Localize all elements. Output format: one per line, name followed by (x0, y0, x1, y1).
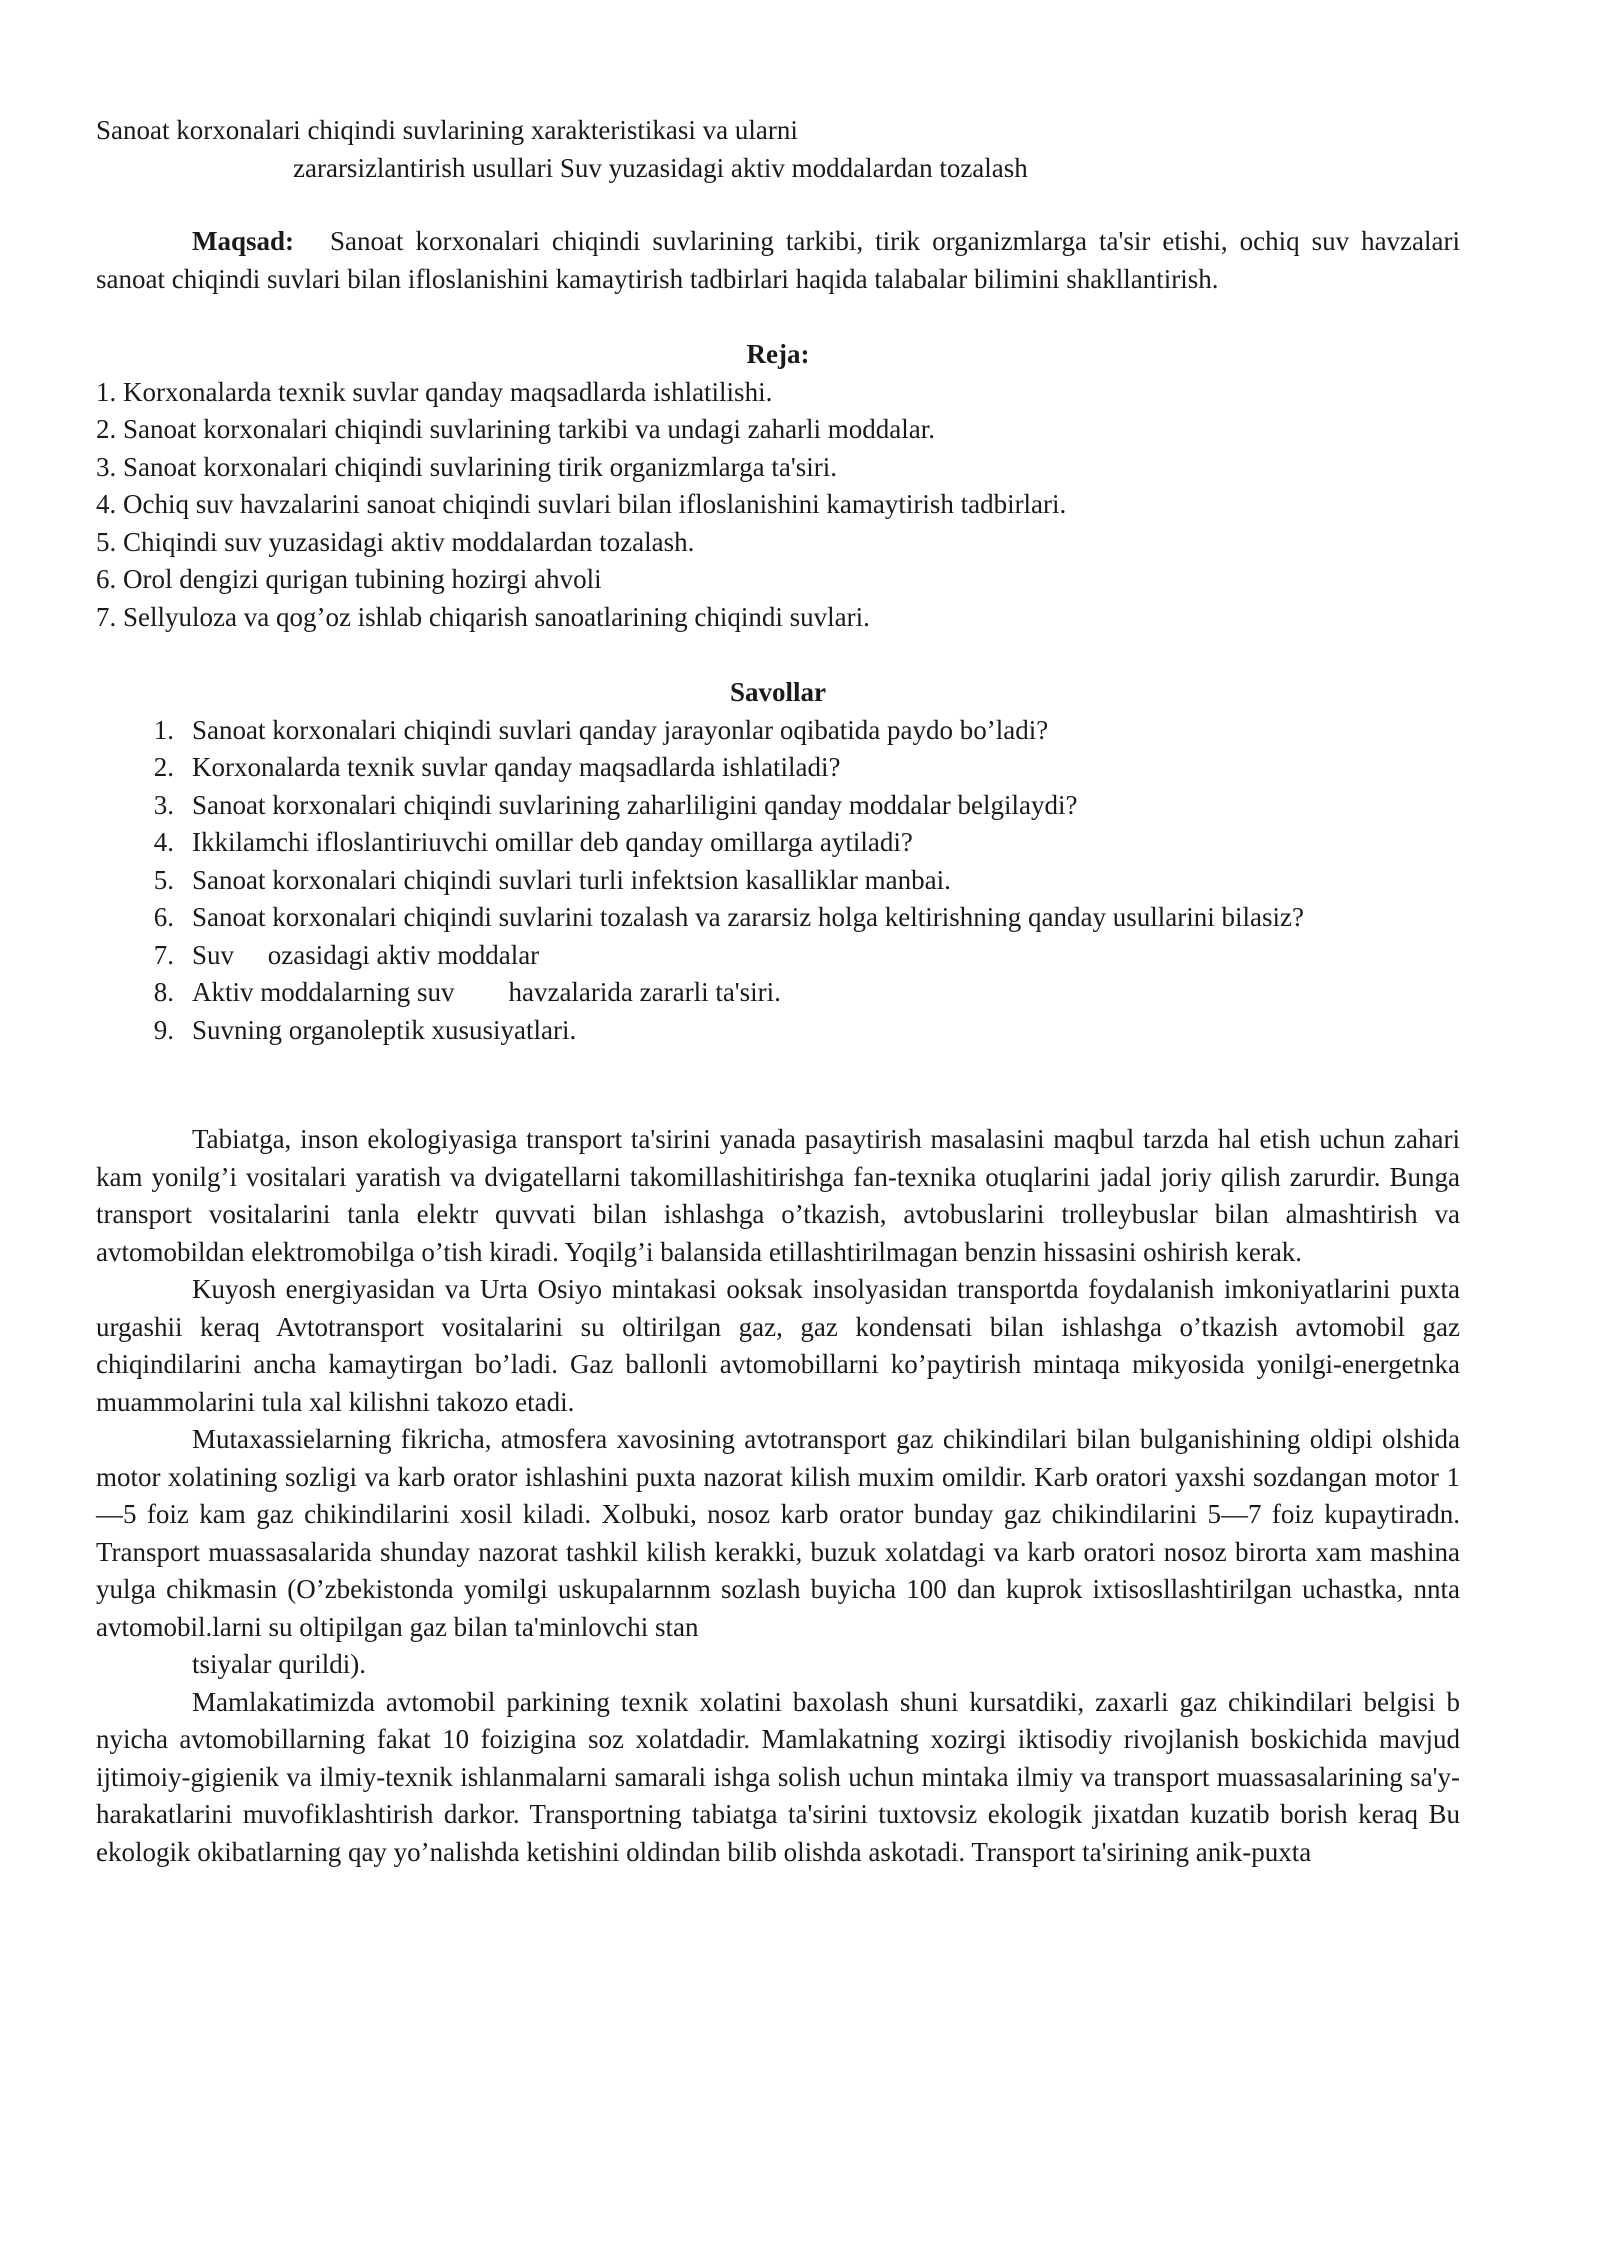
question-number: 2. (153, 752, 174, 782)
question-text: Suvning organoleptik xususiyatlari. (192, 1014, 577, 1045)
plan-item: 2. Sanoat korxonalari chiqindi suvlarining tarkibi va undagi zaharli moddalar. (96, 414, 936, 444)
plan-item: 3. Sanoat korxonalari chiqindi suvlarining tirik organizmlarga ta'siri. (96, 451, 837, 482)
question-number: 7. (153, 939, 174, 970)
question-text: Ikkilamchi ifloslantiriuvchi omillar deb qanday omillarga aytiladi? (192, 827, 913, 857)
plan-item: 1. Korxonalarda texnik suvlar qanday maqsadlarda ishlatilishi. (96, 376, 773, 407)
section-spacer (96, 1049, 1460, 1121)
plan-heading: Reja: (746, 339, 810, 369)
question-item (96, 712, 1460, 750)
question-text: Aktiv moddalarning suv havzalarida zararli ta'siri. (192, 977, 781, 1007)
question-number: 3. (153, 789, 174, 820)
questions-heading: Savollar (729, 677, 826, 707)
question-number: 5. (153, 864, 174, 895)
question-number: 9. (153, 1014, 174, 1045)
plan-item: 6. Orol dengizi qurigan tubining hozirgi ahvoli (96, 564, 602, 594)
question-number: 8. (153, 977, 174, 1007)
question-item (96, 824, 1460, 862)
body-paragraph-4: Mamlakatimizda avtomobil parkining texnik xolatini baxolash shuni kursatdiki, zaxarli gaz chikindilari belgisi b nyicha avtomobillarning fakat 10 foizigina soz xolatdadir. Mamlakatning xozirgi iktisodiy rivojlanish boskichida mavjud ijtimoiy-gigienik va ilmiy-texnik ishlanmalarni samarali ishga solish uchun mintaka ilmiy va transport muassasalarining sa'y-harakatlarini muvofiklashtirish darkor. Transportning tabiatga ta'sirini tuxtovsiz ekologik jixatdan kuzatib borish keraq Bu ekologik okibatlarning qay yo’nalishda ketishini oldindan bilib olishda askotadi. Transport ta'sirining anik-puxta (96, 1686, 1460, 1867)
plan-list (96, 374, 1460, 637)
body-paragraph-3: Mutaxassielarning fikricha, atmosfera xavosining avtotransport gaz chikindilari bilan bulganishining oldipi olshida motor xolatining sozligi va karb orator ishlashini puxta nazorat kilish muxim omildir. Karb oratori yaxshi sozdangan motor 1—5 foiz kam gaz chikindilarini xosil kiladi. Xolbuki, nosoz karb orator bunday gaz chikindilarini 5—7 foiz kupaytiradn. Transport muassasalarida shunday nazorat tashkil kilish kerakki, buzuk xolatdagi va karb oratori nosoz birorta xam mashina yulga chikmasin (O’zbekistonda yomilgi uskupalarnnm sozlash buyicha 100 dan kuprok ixtisosllashtirilgan uchastka, nnta avtomobil.larni su oltipilgan gaz bilan ta'minlovchi stan (96, 1424, 1460, 1642)
question-text: Sanoat korxonalari chiqindi suvlarining zaharliligini qanday moddalar belgilaydi? (192, 789, 1078, 820)
body-paragraph-2: Kuyosh energiyasidan va Urta Osiyo mintakasi ooksak insolyasidan transportda foydalanish imkoniyatlarini puxta urgashii keraq Avtotransport vositalarini su oltirilgan gaz, gaz kondensati bilan ishlashga o’tkazish avtomobil gaz chiqindilarini ancha kamaytirgan bo’ladi. Gaz ballonli avtomobillarni ko’paytirish mintaqa mikyosida yonilgi-energetnka muammolarini tula xal kilishni takozo etadi. (96, 1274, 1460, 1417)
goal-paragraph (96, 223, 1460, 298)
plan-item: 7. Sellyuloza va qog’oz ishlab chiqarish sanoatlarining chiqindi suvlari. (96, 601, 870, 632)
question-number: 4. (153, 827, 174, 857)
question-number: 1. (153, 714, 174, 745)
document-page (96, 112, 1460, 1871)
question-item (96, 937, 1460, 975)
question-item (96, 862, 1460, 900)
question-item (96, 749, 1460, 787)
goal-label: Maqsad: (192, 226, 295, 256)
question-item (96, 974, 1460, 1012)
question-item (96, 1012, 1460, 1050)
question-text: Sanoat korxonalari chiqindi suvlari qanday jarayonlar oqibatida paydo bo’ladi? (192, 714, 1049, 745)
plan-item: 4. Ochiq suv havzalarini sanoat chiqindi suvlari bilan ifloslanishini kamaytirish tadbirlari. (96, 489, 1067, 519)
document-title-line-2: zararsizlantirish usullari Suv yuzasidagi aktiv moddalardan tozalash (293, 152, 1028, 183)
question-text: Sanoat korxonalari chiqindi suvlarini tozalash va zararsiz holga keltirishning qanday usullarini bilasiz? (192, 902, 1304, 932)
plan-item: 5. Chiqindi suv yuzasidagi aktiv moddalardan tozalash. (96, 526, 695, 557)
question-item (96, 899, 1460, 937)
body-paragraph-3-tail: tsiyalar qurildi). (192, 1649, 366, 1679)
document-title-line-1: Sanoat korxonalari chiqindi suvlarining xarakteristikasi va ularni (96, 115, 798, 145)
question-item (96, 787, 1460, 825)
question-number: 6. (153, 902, 174, 932)
questions-list (96, 712, 1460, 1050)
question-text: Suv ozasidagi aktiv moddalar (192, 939, 540, 970)
question-text: Sanoat korxonalari chiqindi suvlari turli infektsion kasalliklar manbai. (192, 864, 951, 895)
body-paragraph-1: Tabiatga, inson ekologiyasiga transport ta'sirini yanada pasaytirish masalasini maqbul tarzda hal etish uchun zahari kam yonilg’i vositalari yaratish va dvigatellarni takomillashitirishga fan-texnika otuqlarini jadal joriy qilish zarurdir. Bunga transport vositalarini tanla elektr quvvati bilan ishlashga o’tkazish, avtobuslarini trolleybuslar bilan almashtirish va avtomobildan elektromobilga o’tish kiradi. Yoqilg’i balansida etillashtirilmagan benzin hissasini oshirish kerak. (96, 1124, 1460, 1267)
question-text: Korxonalarda texnik suvlar qanday maqsadlarda ishlatiladi? (192, 752, 841, 782)
goal-text: Sanoat korxonalari chiqindi suvlarining tarkibi, tirik organizmlarga ta'sir etishi, ochiq suv havzalari sanoat chiqindi suvlari bilan ifloslanishini kamaytirish tadbirlari haqida talabalar bilimini shakllantirish. (96, 226, 1461, 294)
